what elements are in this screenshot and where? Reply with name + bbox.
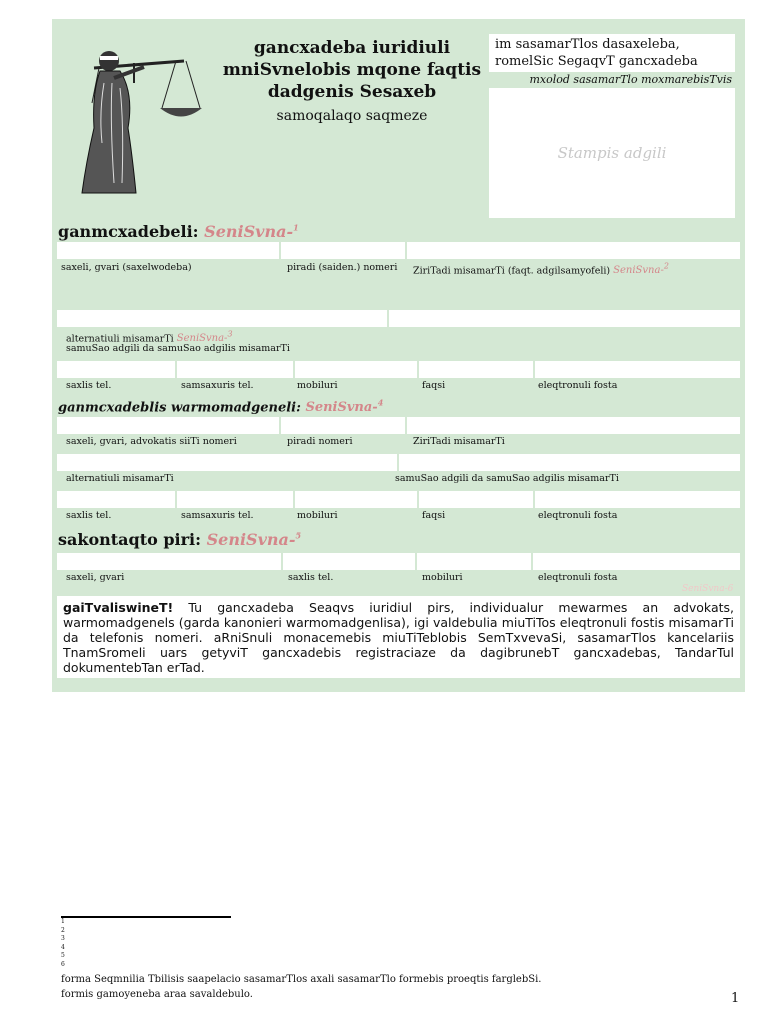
applicant-row-1 [57,242,740,259]
applicant-fax-label: faqsi [422,380,446,391]
applicant-alt-address-input[interactable] [57,310,387,327]
representative-email-label: eleqtronuli fosta [538,510,618,521]
representative-home-tel-input[interactable] [57,491,175,508]
representative-name-label: saxeli, gvari, advokatis siiTi nomeri [66,436,237,447]
applicant-email-input[interactable] [535,361,740,378]
applicant-row-3 [57,361,740,378]
footnote-numbers: 1 2 3 4 5 6 [61,918,65,968]
applicant-work-tel-label: samsaxuris tel. [181,380,254,391]
applicant-work-address-label: samuSao adgili da samuSao adgilis misamarTi [66,343,290,354]
representative-work-tel-label: samsaxuris tel. [181,510,254,521]
applicant-required-note: SeniSvna-$^1$ [204,222,299,241]
contact-home-tel-input[interactable] [283,553,415,570]
representative-name-input[interactable] [57,417,279,434]
notice-box [57,596,740,678]
contact-mobile-label: mobiluri [422,572,463,583]
representative-mobile-input[interactable] [295,491,417,508]
applicant-name-input[interactable] [57,242,279,259]
representative-address-label: ZiriTadi misamarTi [413,436,505,447]
applicant-work-tel-input[interactable] [177,361,293,378]
representative-work-address-input[interactable] [399,454,740,471]
stamp-placeholder: Stampis adgili [557,144,667,162]
court-use-note: mxolod sasamarTlo moxmarebisTvis [529,73,732,86]
page-number: 1 [731,991,740,1006]
form-title: gancxadeba iuridiuli mniSvnelobis mqone faqtis dadgenis Sesaxeb [222,38,482,102]
representative-id-input[interactable] [281,417,405,434]
contact-name-label: saxeli, gvari [66,572,125,583]
footnote-separator [61,916,231,918]
applicant-mobile-input[interactable] [295,361,417,378]
applicant-heading: ganmcxadebeli: SeniSvna-$^1$ [58,222,299,241]
representative-address-input[interactable] [407,417,740,434]
contact-name-input[interactable] [57,553,281,570]
contact-email-label: eleqtronuli fosta [538,572,618,583]
representative-work-tel-input[interactable] [177,491,293,508]
representative-id-label: piradi nomeri [287,436,353,447]
form-subtitle: samoqalaqo saqmeze [276,108,428,124]
footnote-6-mark: SeniSvna-6 [682,584,734,594]
stamp-area [489,88,735,218]
representative-row-3 [57,491,740,508]
representative-home-tel-label: saxlis tel. [66,510,112,521]
applicant-fax-input[interactable] [419,361,533,378]
applicant-mobile-label: mobiluri [297,380,338,391]
representative-heading: ganmcxadeblis warmomadgeneli: SeniSvna-$^4$ [58,398,384,416]
notice-lead: gaiTvaliswineT! [63,600,174,615]
court-name-field[interactable]: im sasamarTlos dasaxeleba, romelSic SegaqvT gancxadeba [489,34,735,72]
form-footer [61,972,541,1002]
lady-justice-icon [64,33,204,203]
contact-email-input[interactable] [533,553,740,570]
representative-fax-label: faqsi [422,510,446,521]
applicant-alt-address-label: alternatiuli misamarTi SeniSvna-$^3$ [66,330,233,345]
contact-row [57,553,740,570]
applicant-name-label: saxeli, gvari (saxelwodeba) [61,262,192,273]
applicant-email-label: eleqtronuli fosta [538,380,618,391]
representative-work-address-label: samuSao adgili da samuSao adgilis misamarTi [395,473,619,484]
footer-line-1: forma Seqmnilia Tbilisis saapelacio sasamarTlos axali sasamarTlo formebis proeqtis farglebSi. [61,974,542,985]
representative-row-2 [57,454,740,471]
footer-line-2: formis gamoyeneba araa savaldebulo. [61,989,253,1000]
representative-alt-address-input[interactable] [57,454,397,471]
notice-body: Tu gancxadeba Seaqvs iuridiul pirs, individualur mewarmes an advokats, warmomadgenels (garda kanonieri warmomadgenlisa), igi valdebulia miuTiTos eleqtronuli fostis misamarTi da telefonis nomeri. aRniSnuli monacemebis miuTiTeblobis SemTxvevaSi, sasamarTlos kancelariis TnamSromeli uars getyviT gancxadebis registraciaze da dagibrunebT gancxadebas, TandarTul dokumentebTan erTad. [63,600,734,675]
applicant-work-address-input[interactable] [389,310,740,327]
representative-mobile-label: mobiluri [297,510,338,521]
representative-email-input[interactable] [535,491,740,508]
applicant-address-input[interactable] [407,242,740,259]
applicant-home-tel-input[interactable] [57,361,175,378]
contact-home-tel-label: saxlis tel. [288,572,334,583]
applicant-home-tel-label: saxlis tel. [66,380,112,391]
applicant-address-label: ZiriTadi misamarTi (faqt. adgilsamyofeli) SeniSvna-$^2$ [413,262,669,277]
application-form [52,19,745,692]
applicant-row-2 [57,310,740,327]
contact-heading: sakontaqto piri: SeniSvna-$^5$ [58,530,302,549]
representative-row-1 [57,417,740,434]
applicant-id-label: piradi (saiden.) nomeri [287,262,398,273]
applicant-id-input[interactable] [281,242,405,259]
representative-alt-address-label: alternatiuli misamarTi [66,473,174,484]
representative-fax-input[interactable] [419,491,533,508]
contact-mobile-input[interactable] [417,553,531,570]
